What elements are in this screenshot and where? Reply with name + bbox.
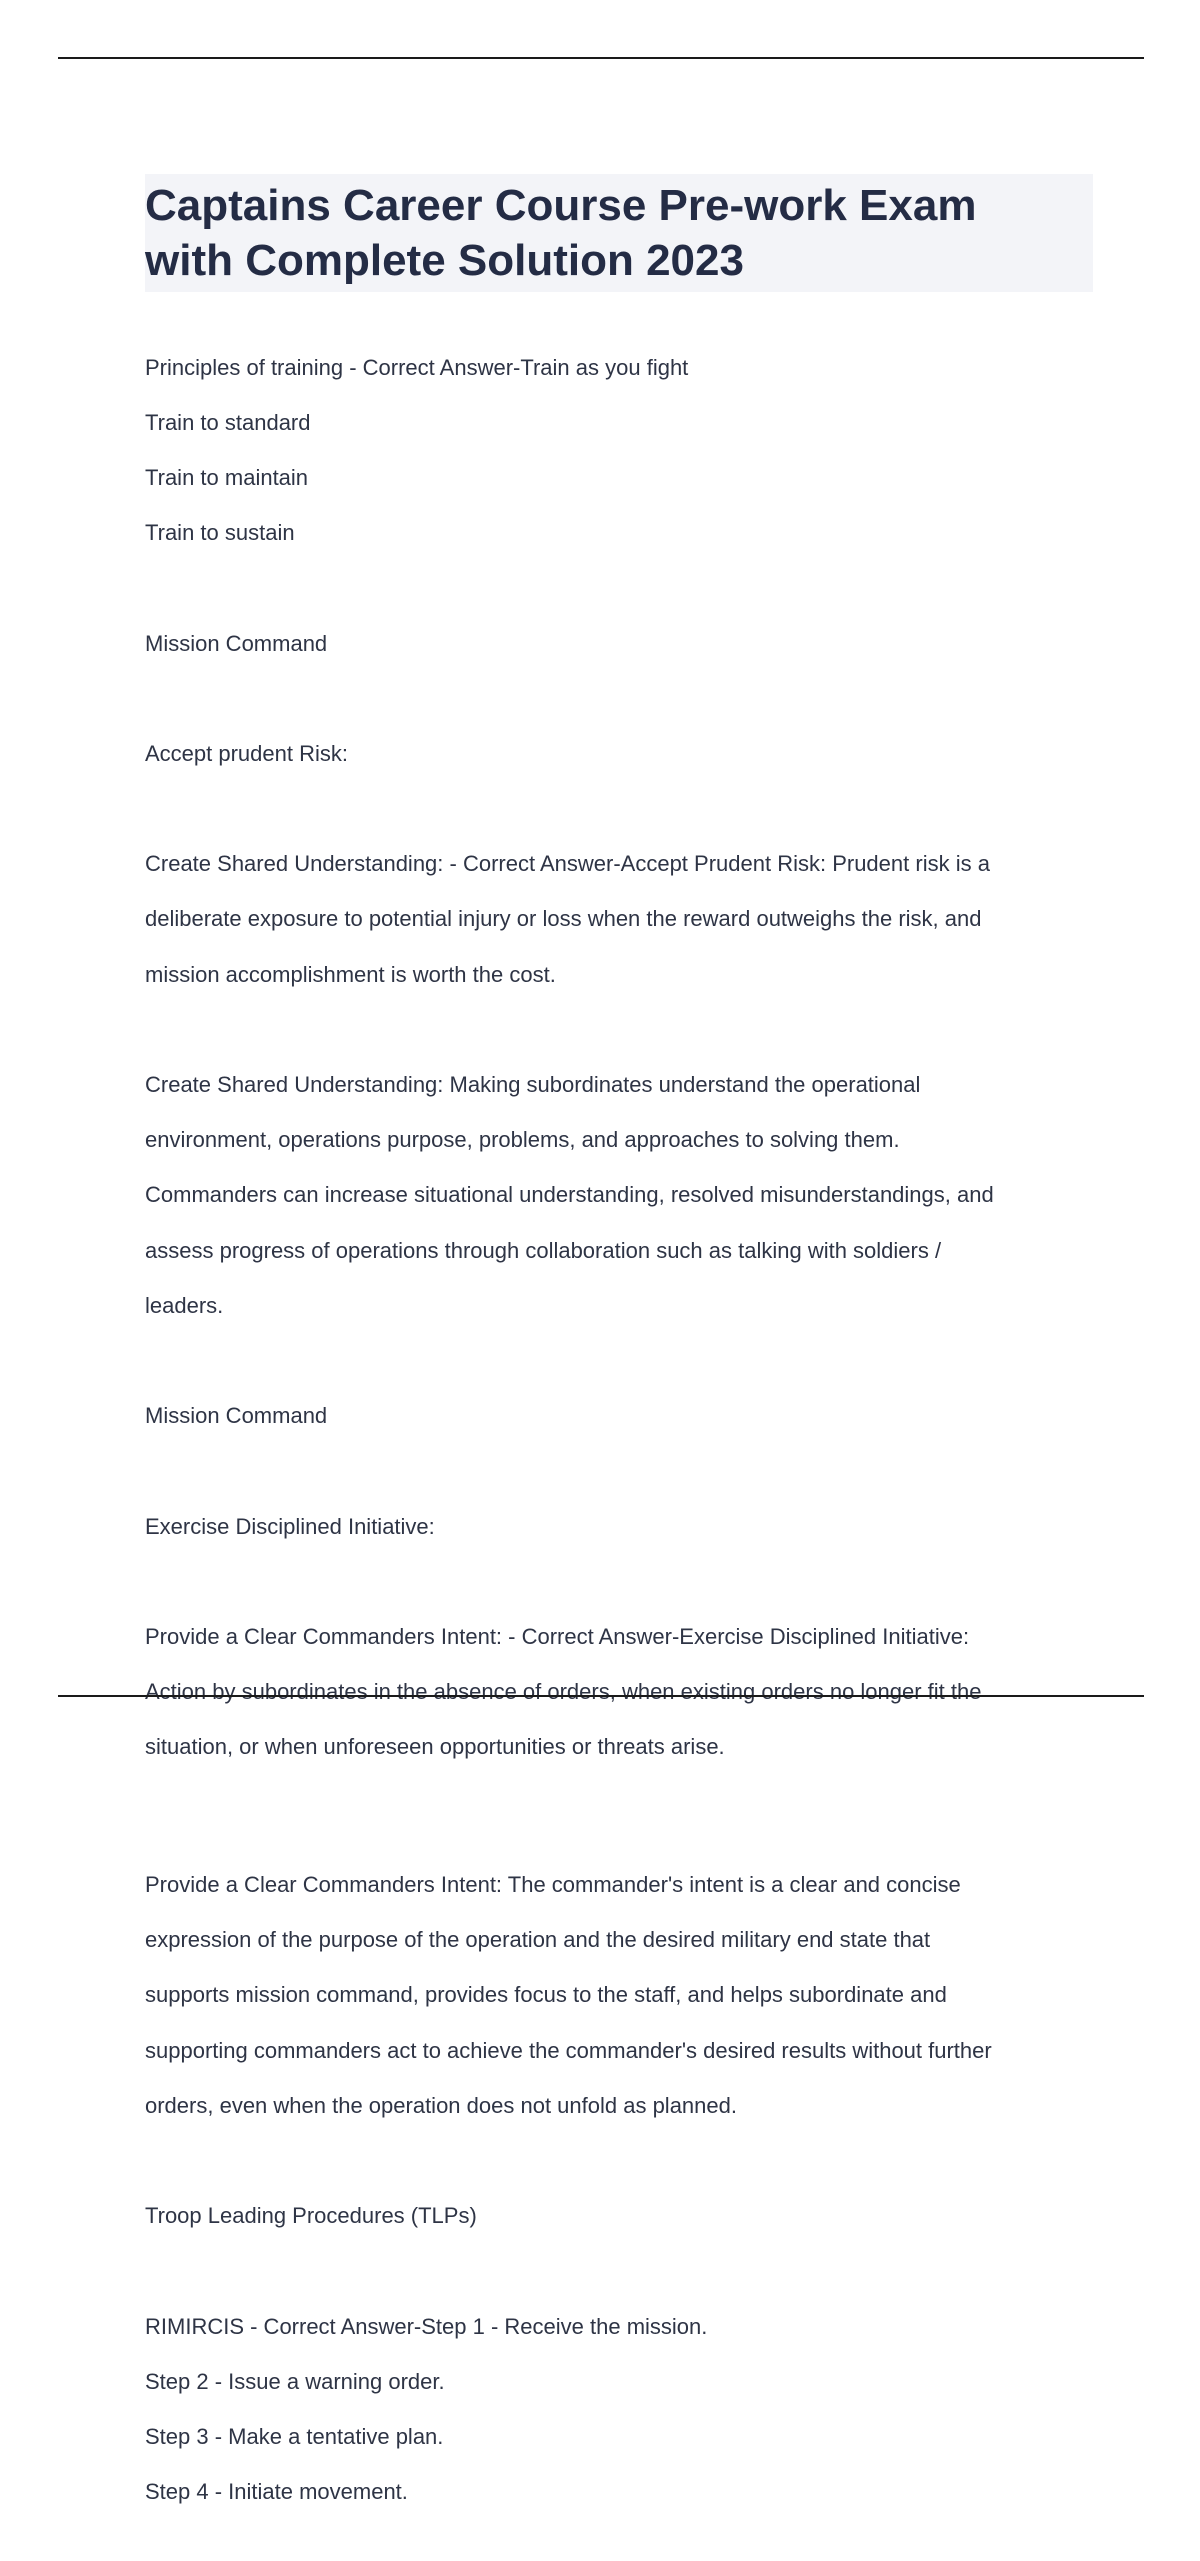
bottom-rule (58, 1695, 1144, 1697)
text-line: supporting commanders act to achieve the commander's desired results without further (145, 2037, 992, 2063)
document-content (145, 174, 1097, 2561)
text-line: Provide a Clear Commanders Intent: The commander's intent is a clear and concise (145, 1872, 961, 1898)
text-line: Mission Command (145, 630, 328, 656)
paragraph-commanders-intent-answer (145, 1595, 1097, 1788)
text-line: RIMIRCIS - Correct Answer-Step 1 - Receive the mission. (145, 2313, 708, 2339)
text-line: Train to maintain (145, 464, 309, 490)
top-rule (58, 57, 1144, 59)
text-line: Commanders can increase situational understanding, resolved misunderstandings, and (145, 1182, 994, 1208)
text-line: environment, operations purpose, problems, and approaches to solving them. (145, 1127, 900, 1153)
text-line: orders, even when the operation does not unfold as planned. (145, 2092, 737, 2118)
text-line: Principles of training - Correct Answer-Train as you fight (145, 354, 689, 380)
text-line: Create Shared Understanding: Making subordinates understand the operational (145, 1072, 921, 1098)
text-line: Train to sustain (145, 520, 295, 546)
text-line: Train to standard (145, 409, 311, 435)
document-body (145, 326, 1097, 2533)
text-line: Create Shared Understanding: - Correct Answer-Accept Prudent Risk: Prudent risk is a (145, 851, 990, 877)
text-line: deliberate exposure to potential injury or loss when the reward outweighs the risk, and (145, 906, 982, 932)
paragraph-accept-prudent-risk (145, 712, 1097, 795)
text-line: Step 4 - Initiate movement. (145, 2479, 408, 2505)
text-line: Troop Leading Procedures (TLPs) (145, 2203, 477, 2229)
paragraph-disciplined-initiative (145, 1485, 1097, 1568)
text-line: Step 2 - Issue a warning order. (145, 2368, 445, 2394)
text-line: Accept prudent Risk: (145, 740, 348, 766)
text-line: Step 3 - Make a tentative plan. (145, 2423, 444, 2449)
text-line: supports mission command, provides focus to the staff, and helps subordinate and (145, 1982, 947, 2008)
paragraph-principles-of-training (145, 326, 1097, 574)
text-line: situation, or when unforeseen opportunities or threats arise. (145, 1734, 725, 1760)
text-line: assess progress of operations through collaboration such as talking with soldiers / (145, 1237, 942, 1263)
paragraph-commanders-intent-definition (145, 1843, 1097, 2147)
text-line: expression of the purpose of the operation and the desired military end state that (145, 1927, 931, 1953)
text-line: leaders. (145, 1292, 224, 1318)
text-line: Action by subordinates in the absence of orders, when existing orders no longer fit the (145, 1679, 982, 1705)
title-line: Captains Career Course Pre-work Exam (145, 181, 977, 230)
document-title (145, 178, 1093, 288)
text-line: Mission Command (145, 1403, 328, 1429)
paragraph-mission-command (145, 602, 1097, 685)
paragraph-shared-understanding-answer (145, 823, 1097, 1016)
paragraph-mission-command (145, 1375, 1097, 1458)
title-line: with Complete Solution 2023 (145, 236, 744, 285)
text-line: mission accomplishment is worth the cost. (145, 961, 556, 987)
text-line: Exercise Disciplined Initiative: (145, 1513, 435, 1539)
title-block (145, 174, 1093, 292)
paragraph-shared-understanding-definition (145, 1043, 1097, 1347)
paragraph-troop-leading-procedures (145, 2175, 1097, 2258)
paragraph-rimircis (145, 2285, 1097, 2533)
text-line: Provide a Clear Commanders Intent: - Correct Answer-Exercise Disciplined Initiative: (145, 1623, 970, 1649)
